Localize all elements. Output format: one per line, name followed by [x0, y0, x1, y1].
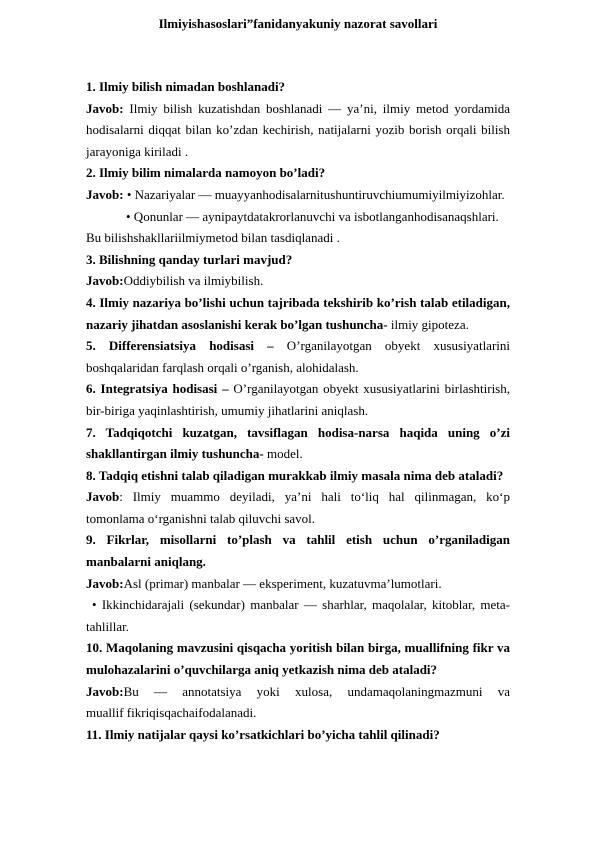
answer-text: O’rganilayotgan obyekt xususiyatlarini boshqalaridan farqlash orqali o’rganish, alohidalash. [86, 338, 511, 375]
question-text: 7. Tadqiqotchi kuzatgan, tavsiflagan hodisa-narsa haqida uning o’zi shakllantirgan ilmiy tushuncha- [86, 424, 510, 462]
question-11: 11. Ilmiy natijalar qaysi ko’rsatkichlari bo’yicha tahlil qilinadi? [86, 726, 440, 742]
question-8: 8. Tadqiq etishni talab qiladigan murakkab ilmiy masala nima deb ataladi? [86, 467, 504, 483]
question-text: 4. Ilmiy nazariya bo’lishi uchun tajribada tekshirib ko’rish talab etiladigan, nazariy jihatdan asoslanishi kerak bo’lgan tushuncha- [86, 294, 510, 332]
question-7 [86, 422, 510, 465]
question-4 [86, 292, 510, 335]
question-5 [86, 335, 510, 378]
answer-2 [86, 184, 510, 206]
answer-text: Oddiybilish va ilmiybilish. [123, 273, 264, 289]
question-10: 10. Maqolaning mavzusini qisqacha yoritish bilan birga, muallifning fikr va mulohazalarini o’quvchilarga aniq yetkazish nima deb ataladi? [86, 640, 510, 678]
answer-label: Javob: [86, 273, 124, 289]
answer-text: Bu — annotatsiya yoki xulosa, undamaqolaningmazmuni va [123, 683, 510, 699]
answer-text: Asl (primar) manbalar — eksperiment, kuzatuvma’lumotlari. [123, 575, 442, 591]
answer-1 [86, 98, 510, 163]
answer-label: Javob: [86, 186, 124, 202]
answer-text: model. [263, 446, 303, 462]
question-2: 2. Ilmiy bilim nimalarda namoyon bo’ladi? [86, 165, 326, 181]
document-body [86, 76, 510, 745]
answer-label: Javob [86, 489, 120, 505]
question-3: 3. Bilishning qanday turlari mavjud? [86, 251, 293, 267]
answer-label: Javob: [86, 683, 124, 699]
answer-text: Ilmiy bilish kuzatishdan boshlanadi — ya’ni, ilmiy metod yordamida hodisalarni diqqat bilan ko’zdan kechirish, natijalarni yozib borish orqali bilish jarayoniga kiriladi . [86, 100, 510, 159]
question-6 [86, 378, 510, 421]
answer-10-line-2: muallif fikriqisqachaifodalanadi. [86, 705, 257, 721]
answer-10 [86, 681, 510, 703]
answer-text: : Ilmiy muammo deyiladi, ya’ni hali to‘liq hal qilinmagan, ko‘p tomonlama o‘rganishni talab qiluvchi savol. [86, 489, 510, 526]
answer-9 [86, 573, 510, 595]
answer-text: O’rganilayotgan obyekt xususiyatlarini birlashtirish, bir-biriga yaqinlashtirish, umumiy jihatlarini aniqlash. [86, 381, 510, 418]
answer-9-line-2: • Ikkinchidarajali (sekundar) manbalar — sharhlar, maqolalar, kitoblar, meta-tahlillar. [86, 597, 510, 634]
answer-8 [86, 486, 510, 529]
answer-2-line-3: Bu bilishshakllariilmiymetod bilan tasdiqlanadi . [86, 230, 340, 246]
answer-text: • Nazariyalar — muayyanhodisalarnitushuntiruvchiumumiyilmiyizohlar. [123, 186, 505, 202]
question-9: 9. Fikrlar, misollarni to’plash va tahlil etish uchun o’rganiladigan manbalarni aniqlang. [86, 532, 510, 570]
answer-label: Javob: [86, 575, 124, 591]
question-text: 5. Differensiatsiya hodisasi – [86, 338, 274, 354]
question-1: 1. Ilmiy bilish nimadan boshlanadi? [86, 79, 286, 94]
answer-label: Javob: [86, 100, 124, 116]
question-text: 6. Integratsiya hodisasi – [86, 381, 229, 397]
answer-3 [86, 270, 510, 292]
answer-2-line-2: • Qonunlar — aynipaytdatakrorlanuvchi va isbotlanganhodisanaqshlari. [126, 208, 499, 224]
answer-text: ilmiy gipoteza. [387, 316, 469, 332]
page-title: Ilmiyishasoslari”fanidanyakuniy nazorat savollari [158, 16, 438, 31]
